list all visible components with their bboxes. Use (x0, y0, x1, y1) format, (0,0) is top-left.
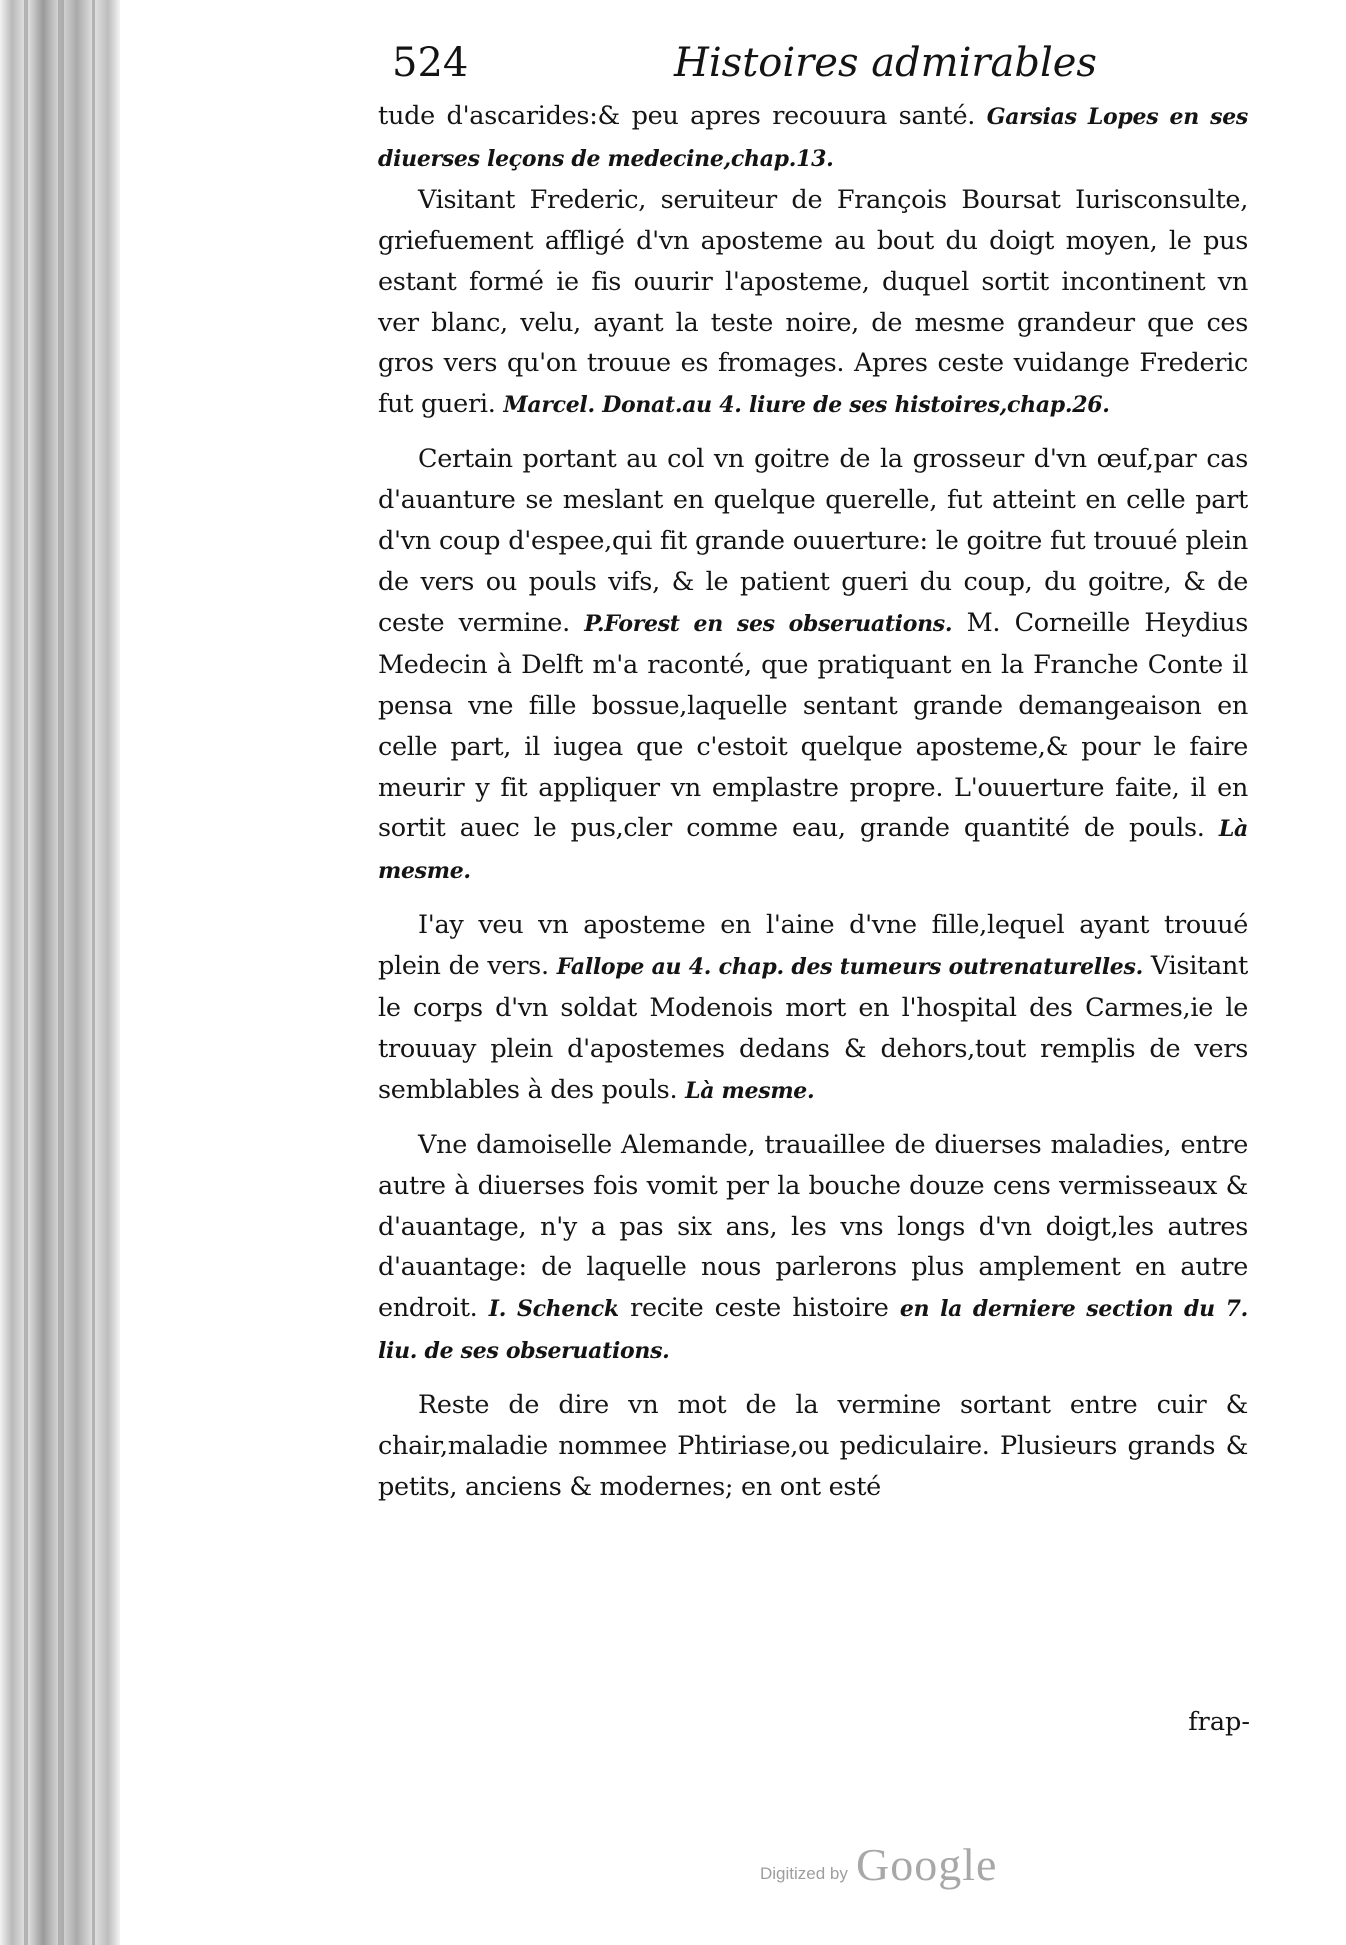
citation: Garsias Lopes en ses diuerses leçons de medecine,chap.13. (378, 104, 1249, 172)
paragraph (378, 1385, 1248, 1508)
binding-gutter (0, 0, 120, 1945)
paragraph-text: Reste de dire vn mot de la vermine sortant entre cuir & chair,maladie nommee Phtiriase,ou pediculaire. Plusieurs grands & petits, anciens & modernes; en ont esté (378, 1390, 1248, 1502)
body-text (378, 96, 1248, 1508)
paragraph-text: M. Corneille Heydius Medecin à Delft m'a raconté, que pratiquant en la Franche Conte il pensa vne fille bossue,laquelle sentant grande demangeaison en celle part, il iugea que c'estoit quelque aposteme,& pour le faire meurir y fit appliquer vn emplastre propre. L'ouuerture faite, il en sortit auec le pus,cler comme eau, grande quantité de pouls. (378, 607, 1248, 844)
running-head: Histoires admirables (674, 40, 1097, 86)
paragraph-text: tude d'ascarides:& peu apres recouura santé. (378, 101, 976, 131)
page-number: 524 (392, 40, 469, 86)
paragraph (378, 96, 1248, 180)
paragraph (378, 180, 1248, 426)
gutter-stripe (92, 0, 95, 1945)
digitized-watermark (760, 1838, 1040, 1898)
paragraph-text: Certain portant au col vn goitre de la grosseur d'vn œuf,par cas d'auanture se meslant en quelque querelle, fut atteint en celle part d'vn coup d'espee,qui fit grande ouuerture: le goitre fut trouué plein de vers ou pouls vifs, & le patient gueri du coup, du goitre, & de ceste vermine. (378, 444, 1248, 638)
paragraph (378, 905, 1248, 1112)
watermark-caption: Digitized by (760, 1864, 848, 1883)
citation: I. Schenck (488, 1296, 619, 1323)
gutter-stripe (24, 0, 28, 1945)
paragraph (378, 1125, 1248, 1372)
catchword: frap- (1188, 1707, 1250, 1737)
citation: Là mesme. (378, 816, 1248, 885)
google-logo: Google (856, 1839, 998, 1890)
citation: P.Forest en ses obseruations. (584, 610, 953, 637)
paragraph-text: I'ay veu vn aposteme en l'aine d'vne fille,lequel ayant trouué plein de vers. (378, 910, 1248, 982)
paragraph-text: Vne damoiselle Alemande, trauaillee de diuerses maladies, entre autre à diuerses fois vomit per la bouche douze cens vermisseaux & d'auantage, n'y a pas six ans, les vns longs d'vn doigt,les autres d'auantage: de laquelle nous parlerons plus amplement en autre endroit. (378, 1129, 1248, 1324)
citation: Là mesme. (685, 1077, 815, 1104)
paragraph-text: Visitant Frederic, seruiteur de François Boursat Iurisconsulte, griefuement affligé d'vn aposteme au bout du doigt moyen, le pus estant formé ie fis ouurir l'aposteme, duquel sortit incontinent vn ver blanc, velu, ayant la teste noire, de mesme grandeur que ces gros vers qu'on trouue es fromages. Apres ceste vuidange Frederic fut gueri. (378, 184, 1248, 420)
citation: Fallope au 4. chap. des tumeurs outrenaturelles. (556, 954, 1143, 981)
paragraph-text: Visitant le corps d'vn soldat Modenois mort en l'hospital des Carmes,ie le trouuay plein d'apostemes dedans & dehors,tout remplis de vers semblables à des pouls. (378, 951, 1248, 1105)
citation: Marcel. Donat.au 4. liure de ses histoires,chap.26. (503, 392, 1110, 419)
page-header (392, 34, 1097, 92)
paragraph-text: recite ceste histoire (630, 1293, 889, 1324)
paragraph (378, 439, 1248, 892)
gutter-stripe (58, 0, 64, 1945)
citation: en la derniere section du 7. liu. de ses obseruations. (378, 1296, 1248, 1365)
